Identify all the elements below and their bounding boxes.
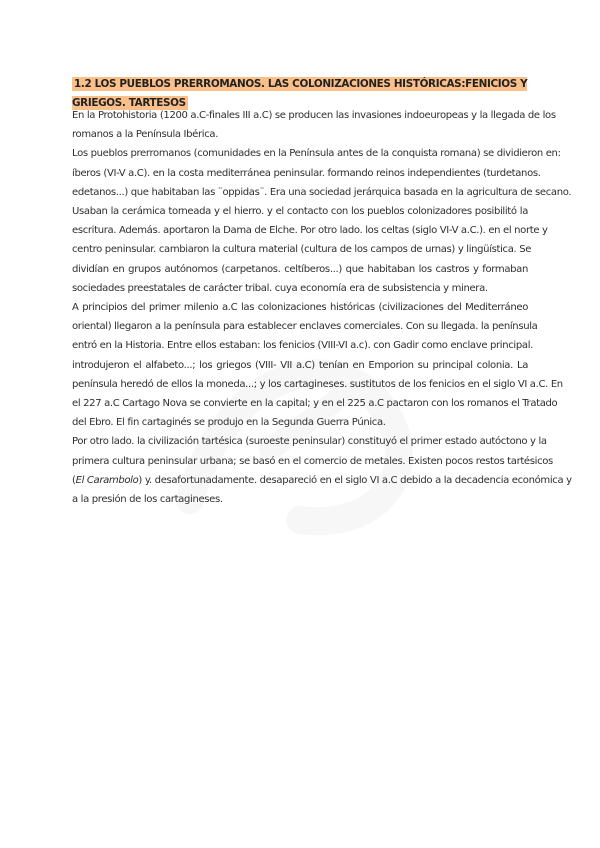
text-line: introdujeron el alfabeto...; los griegos (VIII- VII a.C) tenían en Emporion su principal colonia. La	[72, 359, 528, 371]
text-line: sociedades preestatales de carácter tribal. cuya economía era de subsistencia y minera.	[72, 282, 488, 294]
text-line: Los pueblos prerromanos (comunidades en la Península antes de la conquista romana) se dividieron en:	[72, 148, 561, 160]
text-line: Usaban la cerámica torneada y el hierro. y el contacto con los pueblos colonizadores posibilitó la	[72, 206, 528, 218]
document-body	[72, 106, 572, 509]
text-line: el 227 a.C Cartago Nova se convierte en la capital; y en el 225 a.C pactaron con los romanos el Tratado	[72, 398, 558, 410]
title-container	[72, 72, 532, 110]
text-line: dividían en grupos autónomos (carpetanos. celtíberos...) que habitaban los castros y formaban	[72, 263, 528, 275]
document-title: 1.2 LOS PUEBLOS PRERROMANOS. LAS COLONIZACIONES HISTÓRICAS:FENICIOS Y GRIEGOS. TARTESOS	[72, 78, 528, 109]
text-line-with-italic: (El Carambolo) y. desafortunadamente. desapareció en el siglo VI a.C debido a la decadencia económica y	[72, 474, 572, 486]
paragraph-tartesos	[72, 432, 572, 509]
text-line: romanos a la Península Ibérica.	[72, 129, 219, 141]
text-line: En la Protohistoria (1200 a.C-finales III a.C) se producen las invasiones indoeuropeas y la llegada de los	[72, 110, 556, 121]
text-line: del Ebro. El fin cartaginés se produjo en la Segunda Guerra Púnica.	[72, 417, 386, 429]
text-line: centro peninsular. cambiaron la cultura material (cultura de los campos de urnas) y lingüística. Se	[72, 244, 532, 256]
italic-phrase: El Carambolo	[75, 474, 139, 486]
paragraph-colonizaciones	[72, 298, 563, 432]
text-line: escritura. Además. aportaron la Dama de Elche. Por otro lado. los celtas (siglo VI-V a.C.). en el norte y	[72, 225, 548, 237]
text-line: a la presión de los cartagineses.	[72, 494, 223, 506]
text-line: entró en la Historia. Entre ellos estaban: los fenicios (VIII-VI a.c). con Gadir como enclave principal.	[72, 340, 533, 352]
text-line: A principios del primer milenio a.C las colonizaciones históricas (civilizaciones del Mediterráneo	[72, 302, 528, 314]
paragraph-pueblos-prerromanos	[72, 144, 572, 298]
text-line: península heredó de ellos la moneda...; y los cartagineses. sustitutos de los fenicios en el siglo VI a.C. En	[72, 378, 563, 390]
text-line: primera cultura peninsular urbana; se basó en el comercio de metales. Existen pocos restos tartésicos	[72, 455, 553, 467]
text-line: oriental) llegaron a la península para establecer enclaves comerciales. Con su llegada. la península	[72, 321, 538, 333]
text-line: edetanos...) que habitaban las ¨oppidas¨. Era una sociedad jerárquica basada en la agricultura de secano.	[72, 186, 572, 198]
text-line: Por otro lado. la civilización tartésica (suroeste peninsular) constituyó el primer estado autóctono y la	[72, 436, 547, 448]
paragraph-protohistoria	[72, 106, 556, 144]
text-line: íberos (VI-V a.C). en la costa mediterránea peninsular. formando reinos independientes (turdetanos.	[72, 167, 541, 179]
